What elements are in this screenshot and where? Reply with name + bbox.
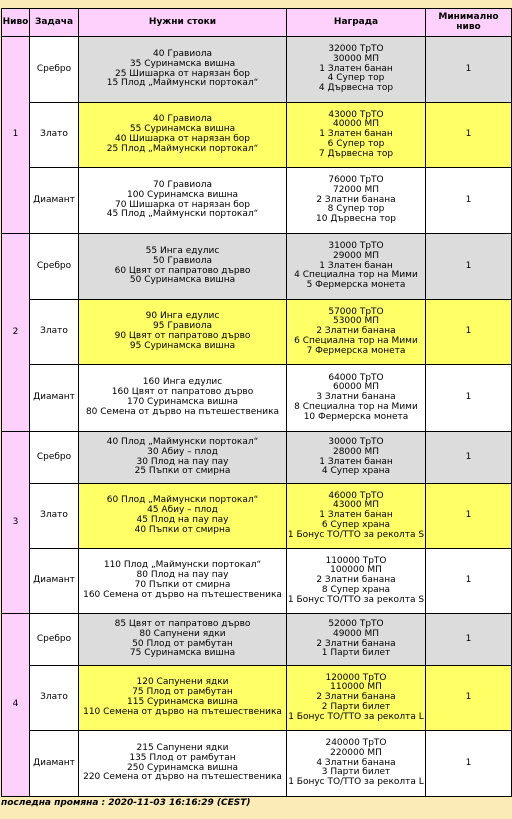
goods-item: 40 Пъпки от смирна <box>134 524 231 535</box>
goods-item: 80 Сапунени ядки <box>139 628 226 639</box>
task-cell: Диамант <box>30 168 79 234</box>
goods-item: 40 Плод „Маймунски портокал“ <box>106 436 259 447</box>
goods-item: 50 Гравиола <box>153 255 212 266</box>
goods-item: 30 Плод на пау пау <box>136 456 229 467</box>
reward-item: 31000 ТрТО <box>328 241 384 251</box>
goods-item: 60 Плод „Маймунски портокал“ <box>106 495 259 506</box>
goods-item: 25 Пъпки от смирна <box>134 466 231 477</box>
header-min-level: Минимално ниво <box>426 9 512 37</box>
goods-item: 70 Пъпки от смирна <box>134 580 231 590</box>
header-goods: Нужни стоки <box>79 9 287 37</box>
reward-cell <box>287 731 426 797</box>
reward-item: 4 Супер тор <box>327 73 385 84</box>
reward-cell <box>287 365 426 432</box>
goods-item: 100 Суринамска вишна <box>127 189 238 200</box>
reward-item: 4 Специална тор на Мими <box>294 270 418 281</box>
reward-item: 43000 ТрТО <box>328 109 384 120</box>
reward-item: 100000 МП <box>330 565 382 576</box>
goods-item: 80 Плод на пау пау <box>136 570 229 581</box>
goods-item: 85 Цвят от папратово дърво <box>114 618 251 629</box>
reward-item: 110000 МП <box>330 682 382 693</box>
goods-item: 115 Суринамска вишна <box>127 697 238 707</box>
goods-cell <box>79 234 287 300</box>
goods-item: 50 Плод от рамбутан <box>132 638 233 649</box>
reward-item: 2 Златни банана <box>316 575 396 586</box>
goods-item: 95 Гравиола <box>153 321 212 332</box>
goods-item: 75 Плод от рамбутан <box>132 687 233 698</box>
goods-item: 25 Шишарка от нарязан бор <box>114 68 250 79</box>
table-row <box>2 614 512 666</box>
reward-item: 1 Бонус ТО/ТТО за реколта S <box>287 529 425 540</box>
min-level-cell: 1 <box>426 549 512 614</box>
table-row <box>2 37 512 103</box>
table-row <box>2 365 512 432</box>
reward-item: 57000 ТрТО <box>328 306 384 317</box>
last-modified: последна промяна : 2020-11-03 16:16:29 (CEST) <box>1 798 251 808</box>
reward-cell <box>287 614 426 666</box>
table-header-row <box>2 9 512 37</box>
reward-item: 29000 МП <box>332 250 380 261</box>
goods-item: 25 Плод „Маймунски портокал“ <box>106 143 259 154</box>
reward-item: 2 Златни банана <box>316 326 396 337</box>
goods-item: 55 Суринамска вишна <box>129 124 236 135</box>
goods-cell <box>79 432 287 484</box>
min-level-cell: 1 <box>426 484 512 549</box>
table-row <box>2 484 512 549</box>
task-cell: Сребро <box>30 432 79 484</box>
reward-item: 1 Златен банан <box>319 63 393 74</box>
goods-item: 135 Плод от рамбутан <box>129 752 236 763</box>
level-cell: 4 <box>2 614 30 797</box>
table-row <box>2 432 512 484</box>
reward-item: 64000 ТрТО <box>328 372 384 383</box>
goods-item: 90 Цвят от папратово дърво <box>114 331 251 341</box>
min-level-cell: 1 <box>426 432 512 484</box>
reward-cell <box>287 666 426 731</box>
goods-item: 35 Суринамска вишна <box>129 58 236 69</box>
task-cell: Диамант <box>30 365 79 432</box>
reward-item: 240000 ТрТО <box>325 738 387 748</box>
goods-item: 50 Суринамска вишна <box>129 275 236 286</box>
reward-item: 1 Бонус ТО/ТТО за реколта S <box>287 594 425 605</box>
reward-cell <box>287 103 426 168</box>
reward-item: 28000 МП <box>332 446 380 457</box>
task-cell: Сребро <box>30 614 79 666</box>
goods-cell <box>79 484 287 549</box>
reward-item: 32000 ТрТО <box>328 44 384 54</box>
goods-cell <box>79 103 287 168</box>
min-level-cell: 1 <box>426 37 512 103</box>
header-reward: Награда <box>287 9 426 37</box>
goods-cell <box>79 365 287 432</box>
reward-item: 40000 МП <box>332 119 380 130</box>
reward-cell <box>287 432 426 484</box>
level-cell: 2 <box>2 234 30 432</box>
reward-item: 30000 МП <box>332 53 380 64</box>
goods-item: 40 Гравиола <box>153 114 212 125</box>
reward-item: 1 Бонус ТО/ТТО за реколта L <box>288 711 424 722</box>
table-row <box>2 300 512 365</box>
level-cell: 3 <box>2 432 30 614</box>
table-row <box>2 234 512 300</box>
goods-item: 15 Плод „Маймунски портокал“ <box>106 78 259 89</box>
goods-item: 160 Семена от дърво на пътешественика <box>83 589 282 600</box>
reward-item: 72000 МП <box>332 184 380 195</box>
goods-item: 45 Абиу – плод <box>147 505 218 516</box>
goods-cell <box>79 37 287 103</box>
reward-cell <box>287 549 426 614</box>
top-bar <box>0 0 512 8</box>
reward-item: 120000 ТрТО <box>325 672 387 683</box>
task-cell: Диамант <box>30 731 79 797</box>
reward-item: 43000 МП <box>332 500 380 511</box>
goods-item: 30 Абиу – плод <box>147 446 218 457</box>
goods-item: 120 Сапунени ядки <box>136 677 229 688</box>
goods-item: 45 Плод на пау пау <box>136 515 229 525</box>
reward-item: 52000 ТрТО <box>328 618 384 629</box>
task-cell: Злато <box>30 484 79 549</box>
reward-cell <box>287 234 426 300</box>
goods-cell <box>79 614 287 666</box>
min-level-cell: 1 <box>426 234 512 300</box>
goods-item: 110 Семена от дърво на пътешественика <box>83 706 282 717</box>
reward-item: 8 Супер тор <box>327 204 385 215</box>
min-level-cell: 1 <box>426 103 512 168</box>
reward-cell <box>287 168 426 234</box>
reward-item: 49000 МП <box>332 628 380 639</box>
goods-item: 170 Суринамска вишна <box>127 397 238 407</box>
reward-item: 53000 МП <box>332 316 380 327</box>
reward-item: 5 Фермерска монета <box>306 280 406 291</box>
task-cell: Сребро <box>30 37 79 103</box>
table-row <box>2 731 512 797</box>
reward-item: 6 Супер тор <box>327 138 385 149</box>
reward-item: 7 Фермерска монета <box>306 345 406 356</box>
reward-item: 8 Супер храна <box>321 584 391 595</box>
min-level-cell: 1 <box>426 365 512 432</box>
goods-item: 40 Гравиола <box>153 48 212 59</box>
goods-item: 110 Плод „Маймунски портокал“ <box>103 560 262 571</box>
reward-item: 76000 ТрТО <box>328 175 384 185</box>
reward-item: 1 Парти билет <box>321 648 391 659</box>
level-cell: 1 <box>2 37 30 234</box>
goods-item: 40 Шишарка от нарязан бор <box>114 134 250 144</box>
reward-item: 2 Златни банана <box>316 638 396 649</box>
reward-item: 2 Златни банана <box>316 692 396 703</box>
goods-item: 60 Цвят от папратово дърво <box>114 265 251 276</box>
min-level-cell: 1 <box>426 666 512 731</box>
reward-item: 110000 ТрТО <box>325 555 387 566</box>
header-task: Задача <box>30 9 79 37</box>
goods-cell <box>79 666 287 731</box>
reward-item: 2 Златни банана <box>316 194 396 205</box>
table-row <box>2 103 512 168</box>
reward-cell <box>287 484 426 549</box>
min-level-cell: 1 <box>426 168 512 234</box>
reward-item: 3 Парти билет <box>321 767 391 778</box>
tasks-table <box>1 8 512 797</box>
task-cell: Злато <box>30 666 79 731</box>
reward-item: 2 Парти билет <box>321 701 391 712</box>
reward-item: 4 Супер храна <box>321 466 391 477</box>
reward-item: 10 Фермерска монета <box>303 411 409 422</box>
min-level-cell: 1 <box>426 731 512 797</box>
reward-item: 46000 ТрТО <box>328 490 384 501</box>
goods-item: 70 Гравиола <box>153 179 212 190</box>
goods-item: 80 Семена от дърво на пътешественика <box>85 406 280 417</box>
goods-item: 160 Инга едулис <box>142 377 223 388</box>
reward-item: 6 Специална тор на Мими <box>294 335 418 346</box>
goods-item: 220 Семена от дърво на пътешественика <box>83 772 282 783</box>
reward-item: 220000 МП <box>330 747 382 758</box>
task-cell: Диамант <box>30 549 79 614</box>
goods-item: 75 Суринамска вишна <box>129 648 236 659</box>
goods-cell <box>79 549 287 614</box>
header-level: Ниво <box>2 9 30 37</box>
task-cell: Злато <box>30 300 79 365</box>
reward-item: 1 Бонус ТО/ТТО за реколта L <box>288 777 424 788</box>
min-level-cell: 1 <box>426 300 512 365</box>
min-level-cell: 1 <box>426 614 512 666</box>
table-row <box>2 666 512 731</box>
reward-item: 4 Златни банана <box>316 757 396 768</box>
reward-item: 8 Специална тор на Мими <box>294 401 418 412</box>
goods-item: 90 Инга едулис <box>145 311 220 322</box>
goods-item: 95 Суринамска вишна <box>129 340 236 351</box>
goods-item: 70 Шишарка от нарязан бор <box>114 199 250 210</box>
reward-item: 60000 МП <box>332 382 380 393</box>
reward-item: 7 Дървесна тор <box>318 148 394 159</box>
reward-cell <box>287 300 426 365</box>
reward-item: 1 Златен банан <box>319 510 393 521</box>
reward-item: 10 Дървесна тор <box>316 214 396 225</box>
reward-item: 1 Златен банан <box>319 456 393 467</box>
reward-cell <box>287 37 426 103</box>
table-row <box>2 168 512 234</box>
task-cell: Злато <box>30 103 79 168</box>
goods-cell <box>79 300 287 365</box>
reward-item: 1 Златен банан <box>319 129 393 140</box>
goods-item: 160 Цвят от папратово дърво <box>111 387 254 398</box>
reward-item: 4 Дървесна тор <box>318 83 394 94</box>
reward-item: 6 Супер храна <box>321 519 391 530</box>
goods-item: 45 Плод „Маймунски портокал“ <box>106 209 259 220</box>
table-row <box>2 549 512 614</box>
goods-cell <box>79 731 287 797</box>
reward-item: 3 Златни банана <box>316 392 396 403</box>
task-cell: Сребро <box>30 234 79 300</box>
goods-item: 55 Инга едулис <box>145 245 220 256</box>
goods-item: 215 Сапунени ядки <box>136 742 229 753</box>
goods-item: 250 Суринамска вишна <box>127 762 238 773</box>
goods-cell <box>79 168 287 234</box>
table-body <box>2 37 512 797</box>
reward-item: 30000 ТрТО <box>328 436 384 447</box>
reward-item: 1 Златен банан <box>319 260 393 271</box>
